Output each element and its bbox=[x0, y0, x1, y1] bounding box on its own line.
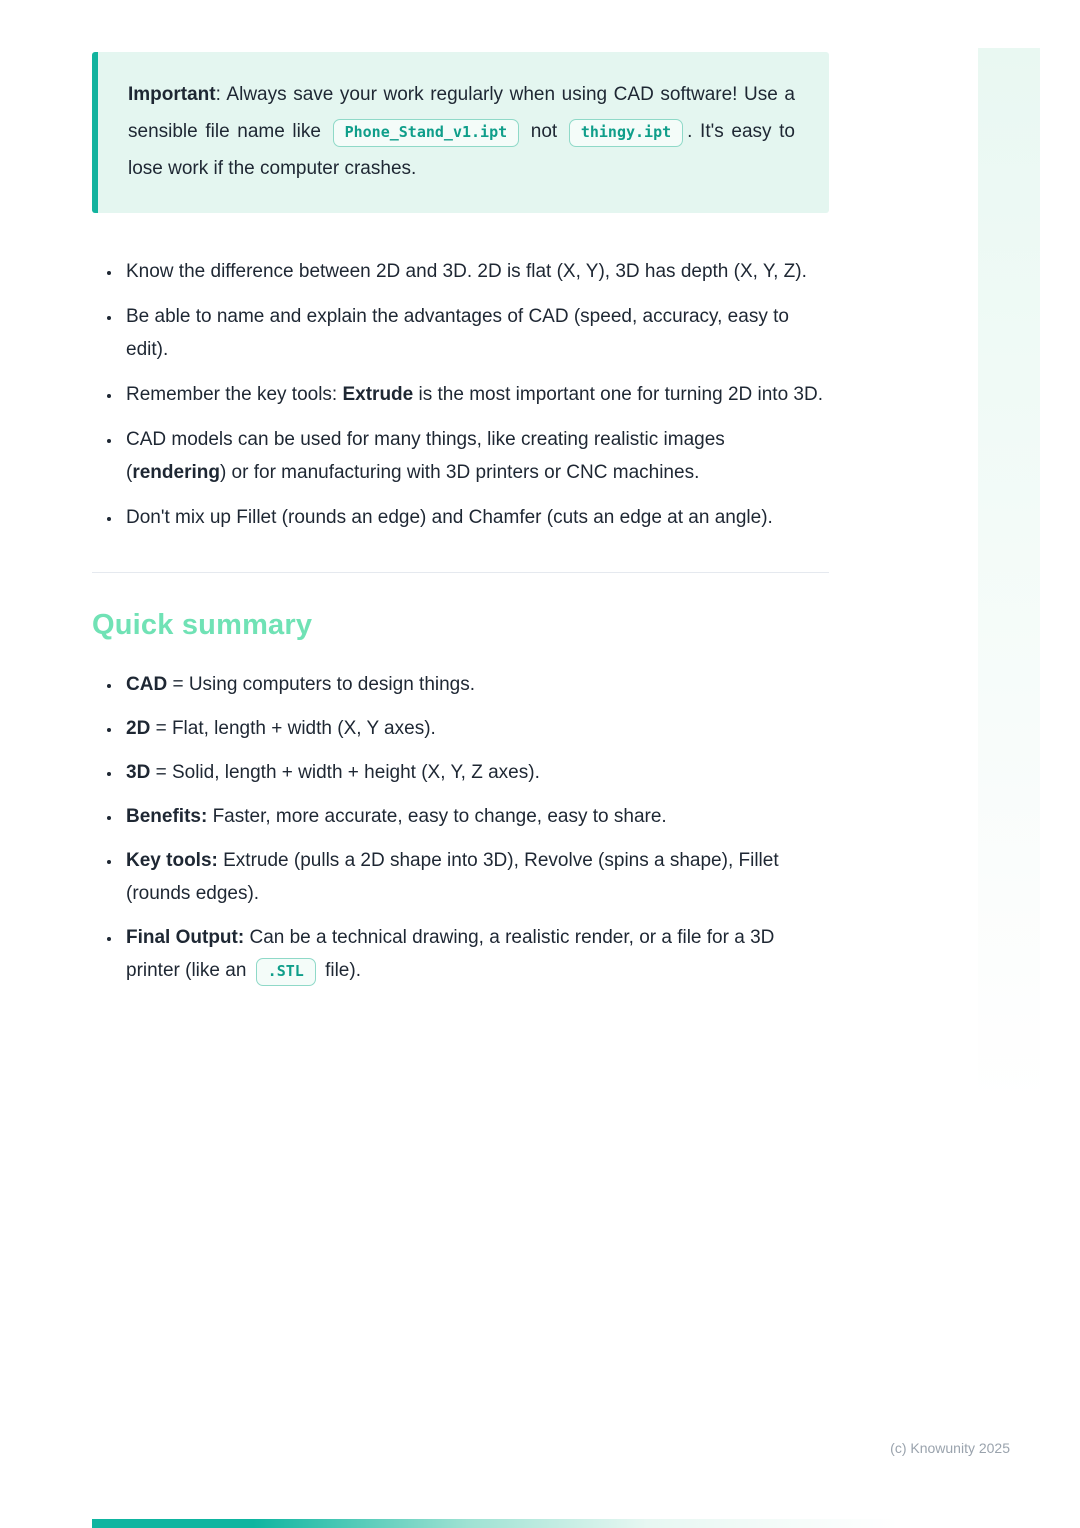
section-divider bbox=[92, 572, 829, 573]
list-item-text: Know the difference between 2D and 3D. 2D is flat (X, Y), 3D has depth (X, Y, Z). bbox=[126, 261, 807, 282]
list-item-bold: Final Output: bbox=[126, 927, 245, 948]
footer-copyright: (c) Knowunity 2025 bbox=[890, 1440, 1010, 1456]
list-item bbox=[122, 423, 829, 489]
list-item-text: Can be a technical drawing, a realistic render, or a file for a 3D printer (like an bbox=[126, 927, 775, 981]
callout-text-1: : Always save your work regularly when using CAD software! Use a sensible file name like bbox=[128, 84, 795, 142]
list-item bbox=[122, 255, 829, 288]
list-item-text: ) or for manufacturing with 3D printers or CNC machines. bbox=[219, 462, 700, 483]
important-callout bbox=[92, 52, 829, 213]
summary-list bbox=[92, 668, 829, 987]
file-extension-chip: .STL bbox=[256, 958, 316, 986]
list-item-text: file). bbox=[319, 960, 361, 981]
list-item-bold: Key tools: bbox=[126, 850, 218, 871]
bottom-accent-bar bbox=[92, 1519, 988, 1528]
list-item bbox=[122, 501, 829, 534]
list-item-bold: 3D bbox=[126, 762, 151, 783]
quick-summary-heading: Quick summary bbox=[92, 609, 313, 641]
list-item-text: Extrude (pulls a 2D shape into 3D), Revolve (spins a shape), Fillet (rounds edges). bbox=[126, 850, 779, 904]
list-item-text: Remember the key tools: bbox=[126, 384, 343, 405]
list-item-text: Be able to name and explain the advantages of CAD (speed, accuracy, easy to edit). bbox=[126, 306, 789, 360]
list-item bbox=[122, 712, 829, 745]
list-item-text: = Solid, length + width + height (X, Y, Z axes). bbox=[150, 762, 540, 783]
page-edge-gradient bbox=[978, 48, 1040, 1106]
list-item-text: = Flat, length + width (X, Y axes). bbox=[150, 718, 436, 739]
list-item-text: Don't mix up Fillet (rounds an edge) and Chamfer (cuts an edge at an angle). bbox=[126, 507, 773, 528]
list-item-bold: CAD bbox=[126, 674, 168, 695]
callout-label: Important bbox=[128, 84, 216, 105]
callout-text-3: . It's easy to lose work if the computer crashes. bbox=[128, 121, 795, 179]
list-item bbox=[122, 844, 829, 910]
list-item-bold: Extrude bbox=[342, 384, 414, 405]
list-item-bold: Benefits: bbox=[126, 806, 208, 827]
list-item bbox=[122, 800, 829, 833]
list-item bbox=[122, 378, 829, 411]
list-item-bold: rendering bbox=[132, 462, 220, 483]
list-item-bold: 2D bbox=[126, 718, 151, 739]
notes-list bbox=[92, 255, 829, 534]
page-content bbox=[92, 0, 829, 998]
filename-chip-good: Phone_Stand_v1.ipt bbox=[333, 119, 520, 147]
list-item bbox=[122, 921, 829, 987]
list-item bbox=[122, 668, 829, 701]
list-item-text: Faster, more accurate, easy to change, easy to share. bbox=[207, 806, 667, 827]
callout-text-2: not bbox=[523, 121, 565, 142]
list-item-text: = Using computers to design things. bbox=[167, 674, 476, 695]
list-item bbox=[122, 756, 829, 789]
filename-chip-bad: thingy.ipt bbox=[569, 119, 683, 147]
list-item bbox=[122, 300, 829, 366]
list-item-text: CAD models can be used for many things, like creating realistic images ( bbox=[126, 429, 725, 483]
list-item-text: is the most important one for turning 2D into 3D. bbox=[413, 384, 823, 405]
